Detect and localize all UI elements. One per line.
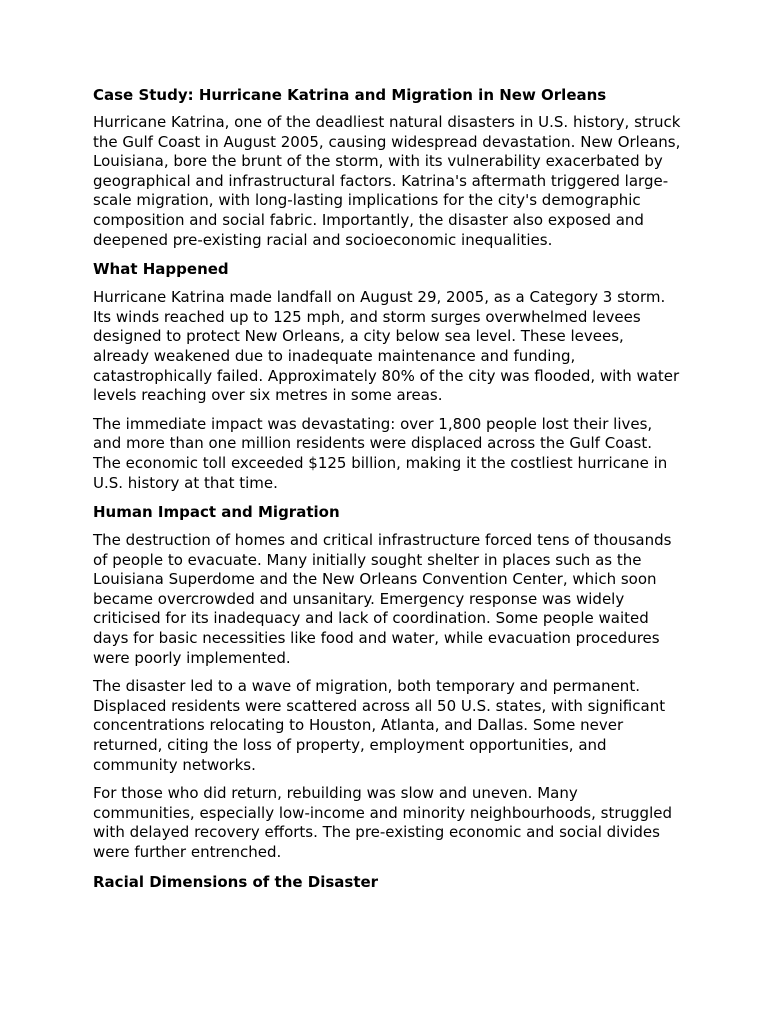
document-page [93,85,683,901]
paragraph: The immediate impact was devastating: over 1,800 people lost their lives, and more than one million residents were displaced across the Gulf Coast. The economic toll exceeded $125 billion, making it the costliest hurricane in U.S. history at that time. [93,414,668,492]
paragraph: For those who did return, rebuilding was slow and uneven. Many communities, especially low-income and minority neighbourhoods, struggled with delayed recovery efforts. The pre-existing economic and social divides were further entrenched. [93,784,672,861]
document-title: Case Study: Hurricane Katrina and Migration in New Orleans [93,86,607,104]
section-heading-racial-dimensions: Racial Dimensions of the Disaster [93,872,379,891]
paragraph: The destruction of homes and critical infrastructure forced tens of thousands of people to evacuate. Many initially sought shelter in places such as the Louisiana Superdome and the New Orleans Convention Center, which soon became overcrowded and unsanitary. Emergency response was widely criticised for its inadequacy and lack of coordination. Some people waited days for basic necessities like food and water, while evacuation procedures were poorly implemented. [93,531,672,667]
paragraph: The disaster led to a wave of migration, both temporary and permanent. Displaced residents were scattered across all 50 U.S. states, with significant concentrations relocating to Houston, Atlanta, and Dallas. Some never returned, citing the loss of property, employment opportunities, and community networks. [93,677,666,774]
section-heading-human-impact: Human Impact and Migration [93,503,340,522]
intro-paragraph: Hurricane Katrina, one of the deadliest natural disasters in U.S. history, struck the Gulf Coast in August 2005, causing widespread devastation. New Orleans, Louisiana, bore the brunt of the storm, with its vulnerability exacerbated by geographical and infrastructural factors. Katrina's aftermath triggered large-scale migration, with long-lasting implications for the city's demographic composition and social fabric. Importantly, the disaster also exposed and deepened pre-existing racial and socioeconomic inequalities. [93,113,681,249]
section-heading-what-happened: What Happened [93,260,229,279]
paragraph: Hurricane Katrina made landfall on August 29, 2005, as a Category 3 storm. Its winds reached up to 125 mph, and storm surges overwhelmed levees designed to protect New Orleans, a city below sea level. These levees, already weakened due to inadequate maintenance and funding, catastrophically failed. Approximately 80% of the city was flooded, with water levels reaching over six metres in some areas. [93,288,680,405]
